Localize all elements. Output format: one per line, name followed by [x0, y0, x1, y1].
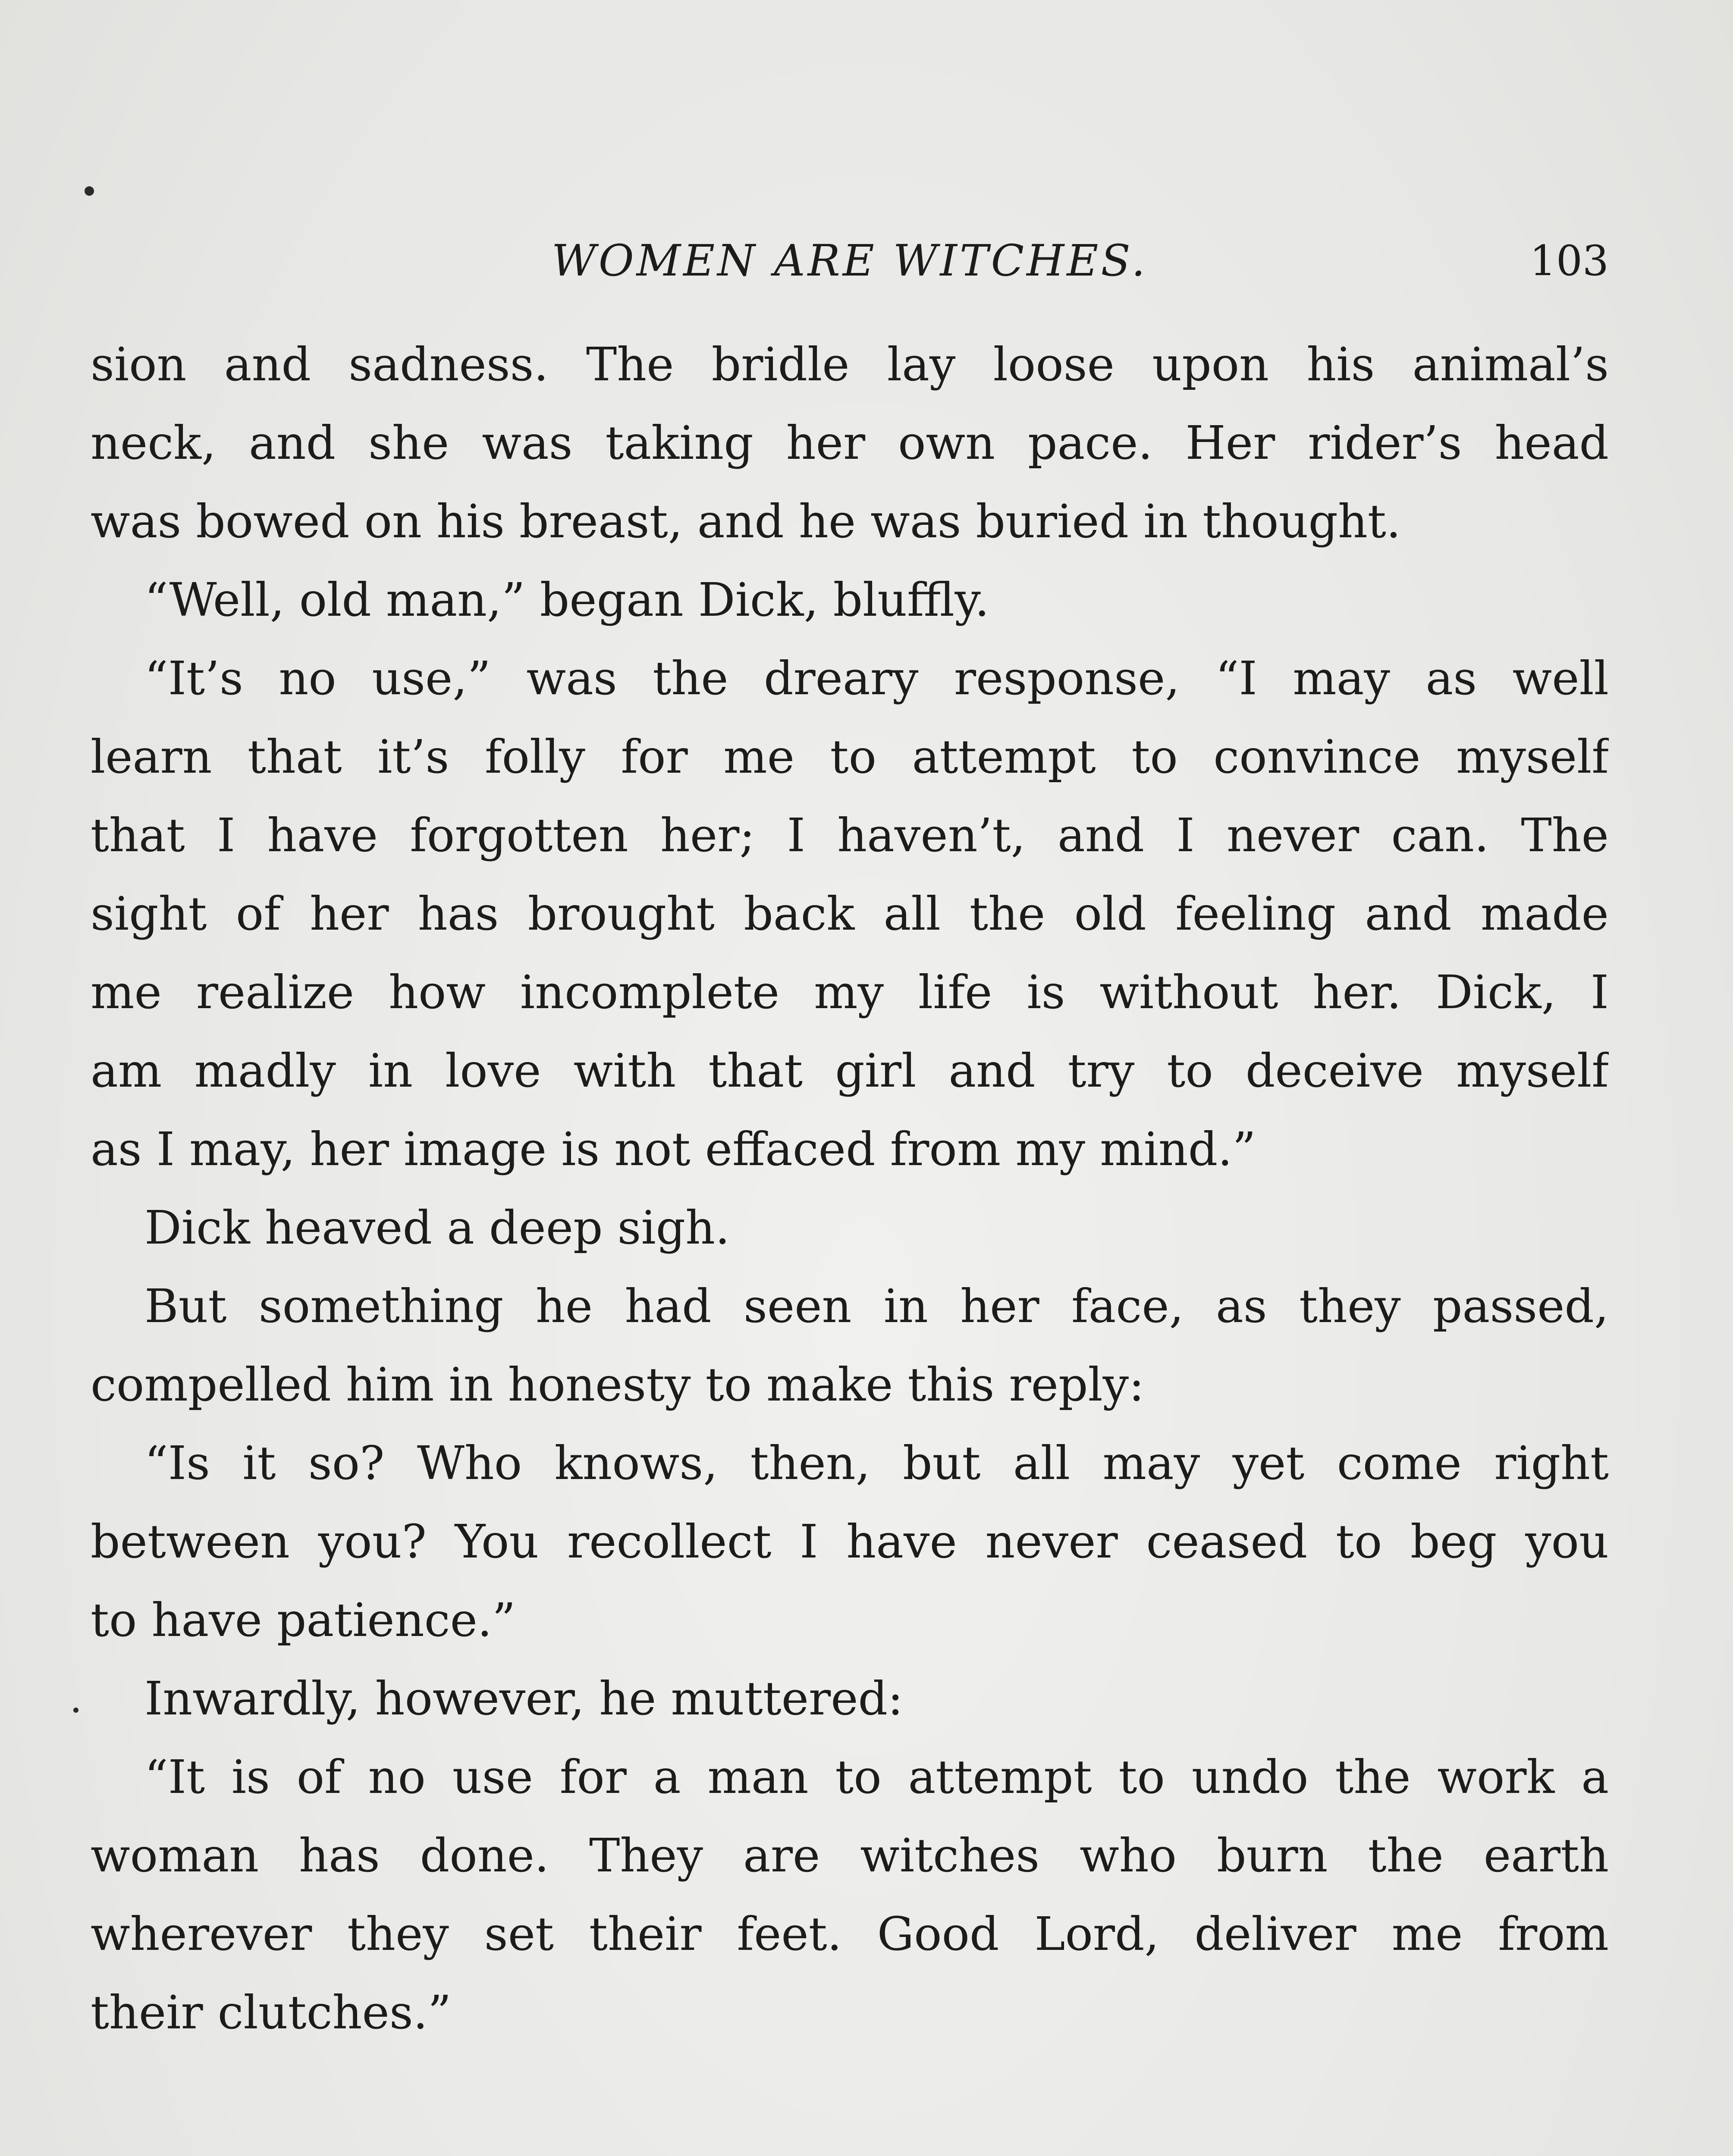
text-line: sion and sadness. The bridle lay loose upon his animal’s [91, 338, 1609, 392]
text-line: to have patience.” [91, 1594, 516, 1647]
text-line: that I have forgotten her; I haven’t, and I never can. The [91, 809, 1609, 862]
text-line: neck, and she was taking her own pace. Her rider’s head [91, 417, 1609, 470]
text-line: woman has done. They are witches who burn the earth [91, 1829, 1609, 1883]
text-line: “Is it so? Who knows, then, but all may yet come right [144, 1437, 1609, 1490]
body-text [91, 326, 1609, 2052]
text-line: “Well, old man,” began Dick, bluffly. [144, 573, 989, 627]
text-line: was bowed on his breast, and he was buried in thought. [91, 495, 1401, 548]
text-line: as I may, her image is not effaced from my mind.” [91, 1123, 1256, 1176]
page-number: 103 [1529, 237, 1609, 285]
text-line: Inwardly, however, he muttered: [144, 1672, 904, 1726]
text-line: am madly in love with that girl and try to deceive myself [91, 1044, 1609, 1098]
text-line: Dick heaved a deep sigh. [144, 1201, 730, 1255]
text-line: sight of her has brought back all the old feeling and made [91, 887, 1609, 941]
ink-speck [73, 1708, 78, 1713]
text-line: wherever they set their feet. Good Lord, deliver me from [91, 1908, 1609, 1961]
text-line: “It is of no use for a man to attempt to undo the work a [144, 1751, 1609, 1804]
page-header [91, 233, 1609, 289]
running-title: WOMEN ARE WITCHES. [551, 235, 1148, 286]
text-line: their clutches.” [91, 1986, 452, 2040]
text-line: “It’s no use,” was the dreary response, “I may as well [144, 652, 1609, 705]
text-line: between you? You recollect I have never ceased to beg you [91, 1515, 1609, 1569]
ink-speck [85, 186, 94, 196]
text-line: me realize how incomplete my life is without her. Dick, I [91, 966, 1609, 1019]
text-line: But something he had seen in her face, as they passed, [144, 1280, 1609, 1333]
text-line: compelled him in honesty to make this reply: [91, 1358, 1145, 1412]
text-line: learn that it’s folly for me to attempt to convince myself [91, 730, 1609, 784]
